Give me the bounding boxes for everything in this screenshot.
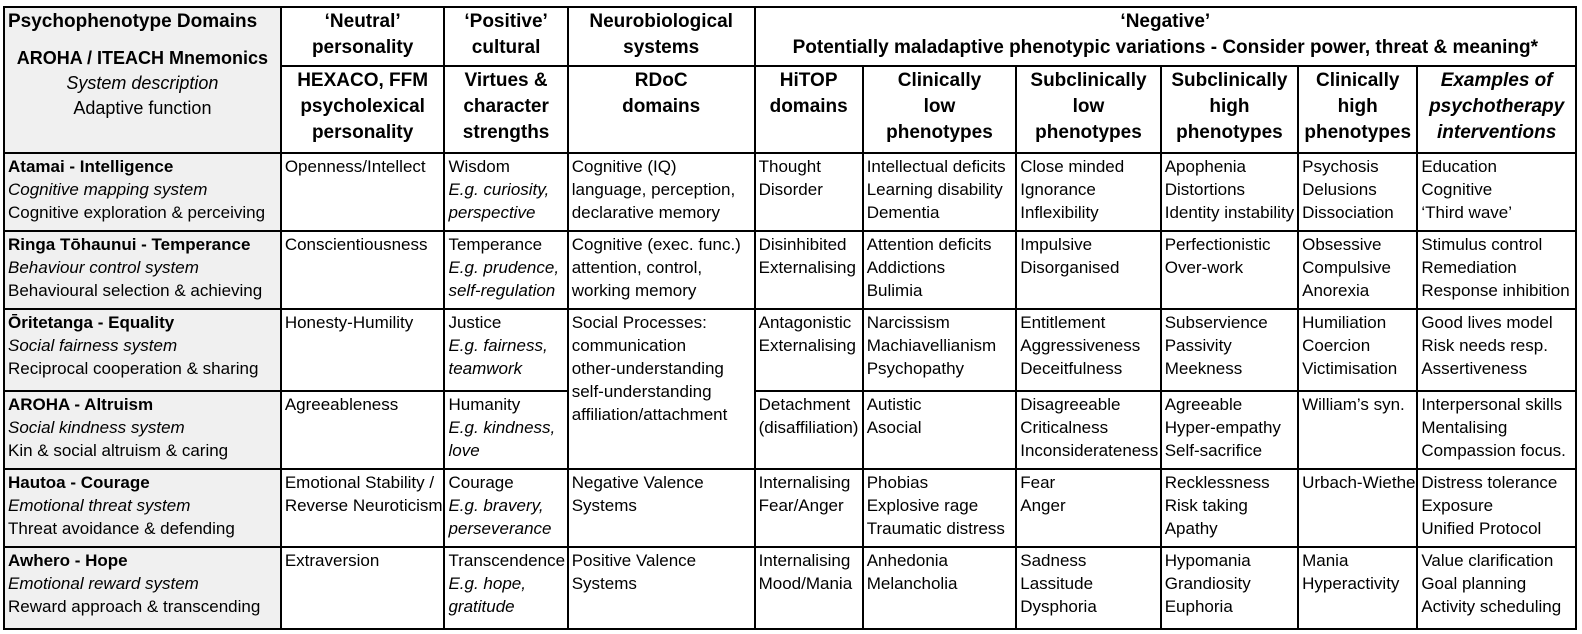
header-negative: [755, 7, 1576, 66]
cell-line: self-regulation: [448, 281, 556, 300]
cell-line: Sadness: [1020, 551, 1087, 570]
row-adaptive-function: Cognitive exploration & perceiving: [8, 203, 266, 222]
cell-line: Intellectual deficits: [866, 157, 1006, 176]
row-adaptive-function: Behavioural selection & achieving: [8, 281, 263, 300]
cell-line: affiliation/attachment: [571, 405, 728, 424]
cell-line: Distress tolerance: [1421, 473, 1558, 492]
cell-line: language, perception,: [571, 180, 736, 199]
row-domain-name: Ringa Tōhaunui - Temperance: [8, 235, 251, 254]
cell-line: Distortions: [1164, 180, 1246, 199]
cell-line: Externalising: [758, 258, 856, 277]
cell-virtue: [444, 391, 567, 469]
cell-subclinically-high: [1161, 469, 1298, 547]
cell-line: Attention deficits: [866, 235, 992, 254]
cell-examples: [1417, 231, 1576, 309]
header-positive: [444, 7, 567, 66]
cell-line: Phobias: [866, 473, 929, 492]
cell-line: Value clarification: [1421, 551, 1554, 570]
row-system-description: Social kindness system: [8, 418, 185, 437]
cell-line: Aggressiveness: [1020, 336, 1141, 355]
cell-line: Psychosis: [1302, 157, 1379, 176]
cell-line: perspective: [448, 203, 536, 222]
cell-line: Mania: [1302, 551, 1349, 570]
cell-line: Mentalising: [1421, 418, 1508, 437]
cell-line: Grandiosity: [1164, 574, 1251, 593]
subheader-line: phenotypes: [1035, 122, 1142, 143]
cell-rdoc: [568, 547, 755, 629]
cell-hitop: [755, 547, 863, 629]
cell-line: attention, control,: [571, 258, 703, 277]
top-header-row: [4, 7, 1576, 66]
cell-clinically-low: [863, 153, 1017, 231]
corner-system-description: System description: [66, 73, 219, 93]
cell-hexaco: [281, 309, 445, 391]
row-head: [4, 469, 281, 547]
cell-line: Coercion: [1302, 336, 1371, 355]
cell-line: Systems: [571, 574, 637, 593]
cell-line: Antagonistic: [758, 313, 852, 332]
subheader-examples: [1417, 66, 1576, 153]
cell-line: Over-work: [1164, 258, 1244, 277]
cell-line: Education: [1421, 157, 1497, 176]
cell-line: Humiliation: [1302, 313, 1387, 332]
cell-hitop: [755, 231, 863, 309]
cell-rdoc: [568, 469, 755, 547]
cell-clinically-high: [1298, 231, 1417, 309]
cell-line: Identity instability: [1164, 203, 1295, 222]
cell-examples: [1417, 547, 1576, 629]
table-row: [4, 231, 1576, 309]
cell-line: communication: [571, 336, 687, 355]
cell-line: Hyper-empathy: [1164, 418, 1281, 437]
subheader-line: psychotherapy: [1429, 96, 1565, 117]
subheader-line: Subclinically: [1030, 70, 1147, 91]
cell-subclinically-low: [1016, 309, 1160, 391]
cell-examples: [1417, 153, 1576, 231]
subheader-line: phenotypes: [1304, 122, 1412, 143]
header-neutral-line: personality: [311, 37, 414, 58]
cell-line: Cognitive (IQ): [571, 157, 677, 176]
subheader-line: RDoC: [634, 70, 688, 91]
cell-line: Exposure: [1421, 496, 1494, 515]
subheader-line: psycholexical: [300, 96, 425, 117]
cell-line: Cognitive: [1421, 180, 1493, 199]
cell-subclinically-high: [1161, 391, 1298, 469]
cell-line: Internalising: [758, 551, 851, 570]
cell-line: Victimisation: [1302, 359, 1398, 378]
header-positive-line: ‘Positive’: [464, 11, 548, 32]
cell-line: E.g. prudence,: [448, 258, 560, 277]
row-system-description: Emotional threat system: [8, 496, 191, 515]
cell-subclinically-high: [1161, 309, 1298, 391]
cell-line: Autistic: [866, 395, 922, 414]
cell-line: Disinhibited: [758, 235, 847, 254]
cell-line: other-understanding: [571, 359, 724, 378]
cell-hexaco: [281, 469, 445, 547]
cell-line: Subservience: [1164, 313, 1268, 332]
cell-clinically-low: [863, 231, 1017, 309]
cell-line: Remediation: [1421, 258, 1517, 277]
cell-subclinically-high: [1161, 153, 1298, 231]
cell-line: Positive Valence: [571, 551, 697, 570]
row-adaptive-function: Reward approach & transcending: [8, 597, 261, 616]
table-row: [4, 309, 1576, 391]
cell-clinically-low: [863, 309, 1017, 391]
cell-line: Openness/Intellect: [284, 157, 426, 176]
cell-line: Inflexibility: [1020, 203, 1099, 222]
cell-line: Conscientiousness: [284, 235, 428, 254]
subheader-clinically-high: [1298, 66, 1417, 153]
cell-line: Wisdom: [448, 157, 510, 176]
cell-line: Activity scheduling: [1421, 597, 1562, 616]
cell-line: ‘Third wave’: [1421, 203, 1513, 222]
cell-line: E.g. fairness,: [448, 336, 548, 355]
cell-rdoc: [568, 231, 755, 309]
cell-examples: [1417, 391, 1576, 469]
cell-line: teamwork: [448, 359, 523, 378]
row-head: [4, 231, 281, 309]
cell-clinically-high: [1298, 309, 1417, 391]
cell-examples: [1417, 469, 1576, 547]
subheader-line: strengths: [462, 122, 550, 143]
header-positive-line: cultural: [471, 37, 541, 58]
cell-line: Dissociation: [1302, 203, 1394, 222]
cell-clinically-low: [863, 469, 1017, 547]
cell-line: Stimulus control: [1421, 235, 1543, 254]
cell-line: perseverance: [448, 519, 552, 538]
header-neuro-line: Neurobiological: [589, 11, 733, 32]
cell-line: E.g. curiosity,: [448, 180, 550, 199]
cell-line: Goal planning: [1421, 574, 1527, 593]
cell-line: Asocial: [866, 418, 922, 437]
cell-line: Interpersonal skills: [1421, 395, 1563, 414]
cell-line: gratitude: [448, 597, 515, 616]
cell-line: Justice: [448, 313, 502, 332]
row-head: [4, 153, 281, 231]
cell-line: Emotional Stability /: [284, 473, 435, 492]
cell-rdoc-social: [568, 309, 755, 469]
header-neutral: [281, 7, 445, 66]
row-domain-name: Awhero - Hope: [8, 551, 128, 570]
cell-subclinically-low: [1016, 153, 1160, 231]
cell-line: Assertiveness: [1421, 359, 1528, 378]
cell-hexaco: [281, 547, 445, 629]
header-negative-line: ‘Negative’: [1120, 11, 1211, 32]
corner-title: Psychophenotype Domains: [8, 11, 258, 32]
subheader-line: Virtues &: [464, 70, 548, 91]
row-adaptive-function: Threat avoidance & defending: [8, 519, 235, 538]
cell-line: Euphoria: [1164, 597, 1233, 616]
cell-line: Humanity: [448, 395, 521, 414]
cell-line: Lassitude: [1020, 574, 1094, 593]
header-neurobiological: [568, 7, 755, 66]
cell-line: Hyperactivity: [1302, 574, 1400, 593]
subheader-line: high: [1209, 96, 1250, 117]
cell-line: Response inhibition: [1421, 281, 1570, 300]
psychophenotype-table: [3, 6, 1577, 630]
cell-line: Disorganised: [1020, 258, 1120, 277]
subheader-line: HiTOP: [779, 70, 838, 91]
subheader-subclinically-high: [1161, 66, 1298, 153]
cell-line: Disagreeable: [1020, 395, 1121, 414]
cell-line: Negative Valence: [571, 473, 704, 492]
cell-rdoc: [568, 153, 755, 231]
cell-line: Externalising: [758, 336, 856, 355]
cell-line: Addictions: [866, 258, 946, 277]
cell-line: Anhedonia: [866, 551, 949, 570]
subheader-line: Subclinically: [1171, 70, 1288, 91]
row-adaptive-function: Kin & social altruism & caring: [8, 441, 229, 460]
cell-line: E.g. kindness,: [448, 418, 556, 437]
subheader-line: HEXACO, FFM: [297, 70, 429, 91]
cell-clinically-low: [863, 547, 1017, 629]
cell-line: Passivity: [1164, 336, 1232, 355]
cell-line: Courage: [448, 473, 514, 492]
subheader-line: interventions: [1437, 122, 1557, 143]
cell-line: Obsessive: [1302, 235, 1382, 254]
cell-virtue: [444, 153, 567, 231]
cell-line: Perfectionistic: [1164, 235, 1271, 254]
subheader-rdoc: [568, 66, 755, 153]
row-domain-name: Hautoa - Courage: [8, 473, 150, 492]
cell-clinically-high: [1298, 547, 1417, 629]
subheader-line: phenotypes: [1176, 122, 1283, 143]
subheader-line: low: [923, 96, 956, 117]
corner-adaptive-function: Adaptive function: [73, 98, 212, 118]
cell-line: Close minded: [1020, 157, 1125, 176]
subheader-line: phenotypes: [886, 122, 993, 143]
cell-clinically-low: [863, 391, 1017, 469]
cell-line: Systems: [571, 496, 637, 515]
subheader-line: low: [1072, 96, 1105, 117]
row-domain-name: AROHA - Altruism: [8, 395, 154, 414]
table-row: [4, 547, 1576, 629]
cell-clinically-high: [1298, 153, 1417, 231]
cell-line: Entitlement: [1020, 313, 1106, 332]
cell-line: Social Processes:: [571, 313, 707, 332]
subheader-line: Clinically: [1316, 70, 1400, 91]
cell-line: Detachment: [758, 395, 851, 414]
row-domain-name: Atamai - Intelligence: [8, 157, 174, 176]
header-negative-line: Potentially maladaptive phenotypic variations - Consider power, threat & meaning*: [792, 37, 1538, 58]
cell-subclinically-low: [1016, 547, 1160, 629]
cell-virtue: [444, 547, 567, 629]
cell-line: E.g. bravery,: [448, 496, 544, 515]
cell-line: Melancholia: [866, 574, 958, 593]
table-row: [4, 391, 1576, 469]
cell-line: Hypomania: [1164, 551, 1251, 570]
cell-line: Cognitive (exec. func.): [571, 235, 741, 254]
cell-line: Apathy: [1164, 519, 1218, 538]
cell-line: Dysphoria: [1020, 597, 1097, 616]
cell-line: Inconsiderateness: [1020, 441, 1159, 460]
row-system-description: Cognitive mapping system: [8, 180, 208, 199]
cell-line: Fear/Anger: [758, 496, 844, 515]
cell-subclinically-low: [1016, 469, 1160, 547]
cell-line: love: [448, 441, 480, 460]
cell-subclinically-low: [1016, 231, 1160, 309]
subheader-line: domains: [769, 96, 848, 117]
subheader-clinically-low: [863, 66, 1017, 153]
cell-subclinically-low: [1016, 391, 1160, 469]
cell-line: Narcissism: [866, 313, 950, 332]
row-head: [4, 309, 281, 391]
cell-hitop: [755, 309, 863, 391]
cell-hexaco: [281, 153, 445, 231]
cell-line: Explosive rage: [866, 496, 979, 515]
subheader-line: Clinically: [897, 70, 982, 91]
cell-virtue: [444, 309, 567, 391]
cell-line: Transcendence: [448, 551, 566, 570]
subheader-hitop: [755, 66, 863, 153]
cell-line: Traumatic distress: [866, 519, 1005, 538]
cell-virtue: [444, 469, 567, 547]
row-system-description: Social fairness system: [8, 336, 178, 355]
cell-line: Learning disability: [866, 180, 1003, 199]
cell-line: Compulsive: [1302, 258, 1391, 277]
subheader-line: personality: [311, 122, 414, 143]
cell-line: William’s syn.: [1302, 395, 1405, 414]
cell-line: Deceitfulness: [1020, 359, 1123, 378]
subheader-line: character: [463, 96, 549, 117]
cell-line: Meekness: [1164, 359, 1243, 378]
cell-line: Apophenia: [1164, 157, 1247, 176]
cell-line: (disaffiliation): [758, 418, 859, 437]
subheader-virtues: [444, 66, 567, 153]
subheader-line: Examples of: [1440, 70, 1553, 91]
row-adaptive-function: Reciprocal cooperation & sharing: [8, 359, 259, 378]
cell-line: Fear: [1020, 473, 1056, 492]
cell-line: Honesty-Humility: [284, 313, 414, 332]
cell-subclinically-high: [1161, 231, 1298, 309]
cell-line: self-understanding: [571, 382, 712, 401]
cell-line: Extraversion: [284, 551, 380, 570]
corner-mnemonics: AROHA / ITEACH Mnemonics: [16, 48, 269, 68]
cell-line: Psychopathy: [866, 359, 965, 378]
row-domain-name: Ōritetanga - Equality: [8, 313, 175, 332]
cell-subclinically-high: [1161, 547, 1298, 629]
subheader-line: domains: [622, 96, 701, 117]
cell-clinically-high: [1298, 391, 1417, 469]
cell-line: Recklessness: [1164, 473, 1270, 492]
cell-line: Unified Protocol: [1421, 519, 1542, 538]
header-neutral-line: ‘Neutral’: [324, 11, 401, 32]
cell-hexaco: [281, 391, 445, 469]
row-system-description: Behaviour control system: [8, 258, 199, 277]
cell-line: Self-sacrifice: [1164, 441, 1263, 460]
cell-line: Internalising: [758, 473, 851, 492]
table-row: [4, 469, 1576, 547]
cell-line: Thought: [758, 157, 821, 176]
subheader-subclinically-low: [1016, 66, 1160, 153]
cell-line: Compassion focus.: [1421, 441, 1566, 460]
cell-line: Good lives model: [1421, 313, 1553, 332]
cell-hitop: [755, 153, 863, 231]
subheader-hexaco: [281, 66, 445, 153]
cell-virtue: [444, 231, 567, 309]
header-neuro-line: systems: [623, 37, 700, 58]
cell-clinically-high: [1298, 469, 1417, 547]
cell-line: Disorder: [758, 180, 823, 199]
row-head: [4, 547, 281, 629]
cell-examples: [1417, 309, 1576, 391]
cell-hexaco: [281, 231, 445, 309]
cell-hitop: [755, 391, 863, 469]
cell-line: Agreeableness: [284, 395, 399, 414]
cell-line: Anger: [1020, 496, 1066, 515]
cell-line: Bulimia: [866, 281, 923, 300]
cell-line: Mood/Mania: [758, 574, 853, 593]
cell-line: E.g. hope,: [448, 574, 526, 593]
cell-line: Anorexia: [1302, 281, 1370, 300]
cell-line: Temperance: [448, 235, 543, 254]
cell-line: working memory: [571, 281, 697, 300]
cell-line: Criticalness: [1020, 418, 1109, 437]
cell-line: Risk taking: [1164, 496, 1248, 515]
row-head: [4, 391, 281, 469]
corner-header: [4, 7, 281, 153]
cell-line: Delusions: [1302, 180, 1377, 199]
cell-line: Risk needs resp.: [1421, 336, 1548, 355]
cell-line: declarative memory: [571, 203, 721, 222]
cell-line: Reverse Neuroticism: [284, 496, 443, 515]
subheader-line: high: [1337, 96, 1378, 117]
cell-line: Agreeable: [1164, 395, 1243, 414]
cell-line: Ignorance: [1020, 180, 1096, 199]
table-row: [4, 153, 1576, 231]
cell-hitop: [755, 469, 863, 547]
row-system-description: Emotional reward system: [8, 574, 199, 593]
cell-line: Impulsive: [1020, 235, 1093, 254]
cell-line: Machiavellianism: [866, 336, 997, 355]
cell-line: Urbach-Wiethe: [1302, 473, 1416, 492]
cell-line: Dementia: [866, 203, 940, 222]
